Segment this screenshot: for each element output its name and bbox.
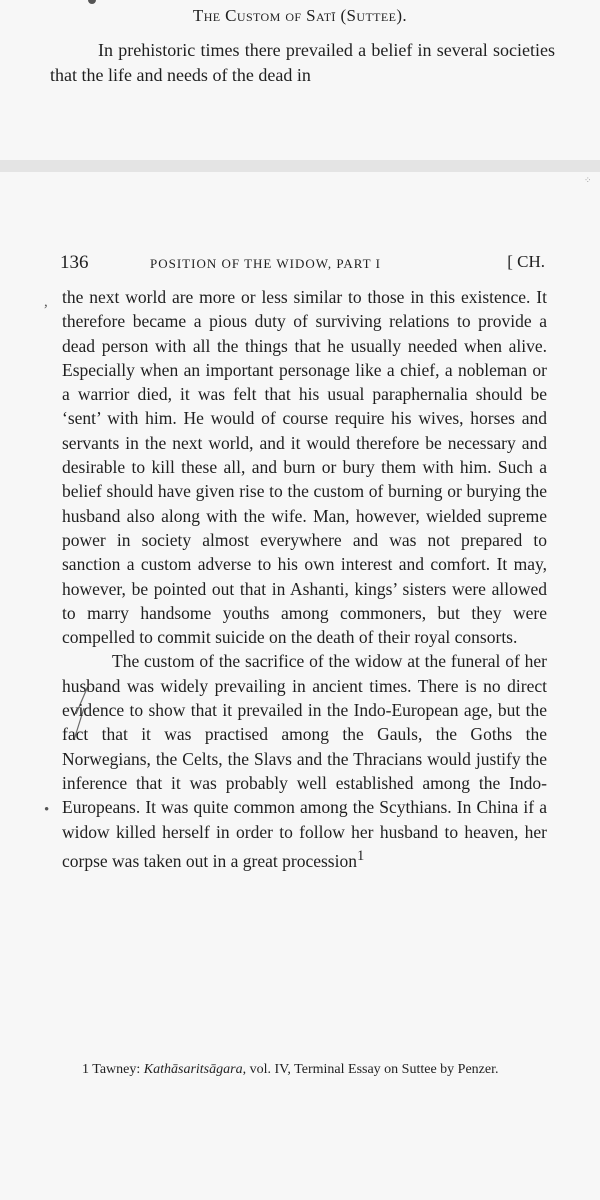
- main-text: [62, 285, 547, 873]
- running-title: POSITION OF THE WIDOW, PART I: [150, 256, 381, 271]
- page-number: 136: [60, 252, 89, 273]
- chapter-reference: [ CH.: [507, 252, 545, 271]
- previous-page-text: In prehistoric times there prevailed a belief in several societies that the life and needs of the dead in: [50, 40, 555, 85]
- paragraph-continued: the next world are more or less similar to those in this existence. It therefore became a pious duty of surviving relations to provide a dead person with all the things that he usually needed when alive. Especially when an important personage like a chief, a nobleman or a warrior died, it was felt that his usual paraphernalia should be ‘sent’ with him. He would of course require his wives, horses and servants in the next world, and it would therefore be necessary and desirable to kill these all, and burn or bury them with him. Such a belief should have given rise to the custom of burning or burying the husband also along with the wife. Man, however, wielded supreme power in society almost everywhere and was not prepared to sanction a custom adverse to his own interest and comfort. It may, however, be pointed out that in Ashanti, kings’ sisters were allowed to marry handsome youths among commoners, but they were compelled to commit suicide on the death of their royal consorts.: [62, 287, 547, 648]
- page-gap: [0, 160, 600, 172]
- footnote-number: 1: [82, 1062, 89, 1077]
- previous-page-fragment: [0, 0, 600, 160]
- margin-dot: •: [44, 802, 50, 818]
- footnote-work: Kathāsaritsāgara: [143, 1062, 243, 1077]
- running-head: [60, 252, 545, 278]
- footnote-rest: , vol. IV, Terminal Essay on Suttee by Penzer.: [242, 1062, 499, 1077]
- margin-tick: ,: [44, 294, 48, 310]
- footnote-author: Tawney:: [92, 1062, 141, 1077]
- footnote-marker: 1: [356, 847, 365, 864]
- book-page: [0, 172, 600, 1200]
- footnote: [62, 1060, 547, 1080]
- section-heading: The Custom of Satī (Suttee).: [192, 6, 408, 25]
- paragraph-text: The custom of the sacrifice of the widow at the funeral of her husband was widely prevailing in ancient times. There is no direct evidence to show that it prevailed in the Indo-European age, but the fact that it was practised among the Gauls, the Goths the Norwegians, the Celts, the Slavs and the Thracians would justify the inference that it was probably well established among the Indo-Europeans. It was quite common among the Scythians. In China if a widow killed herself in order to follow her husband to heaven, her corpse was taken out in a great procession: [62, 651, 547, 871]
- page-speck: ⁘: [584, 175, 592, 185]
- paragraph-sacrifice: [62, 649, 547, 873]
- corner-mark: [88, 0, 96, 4]
